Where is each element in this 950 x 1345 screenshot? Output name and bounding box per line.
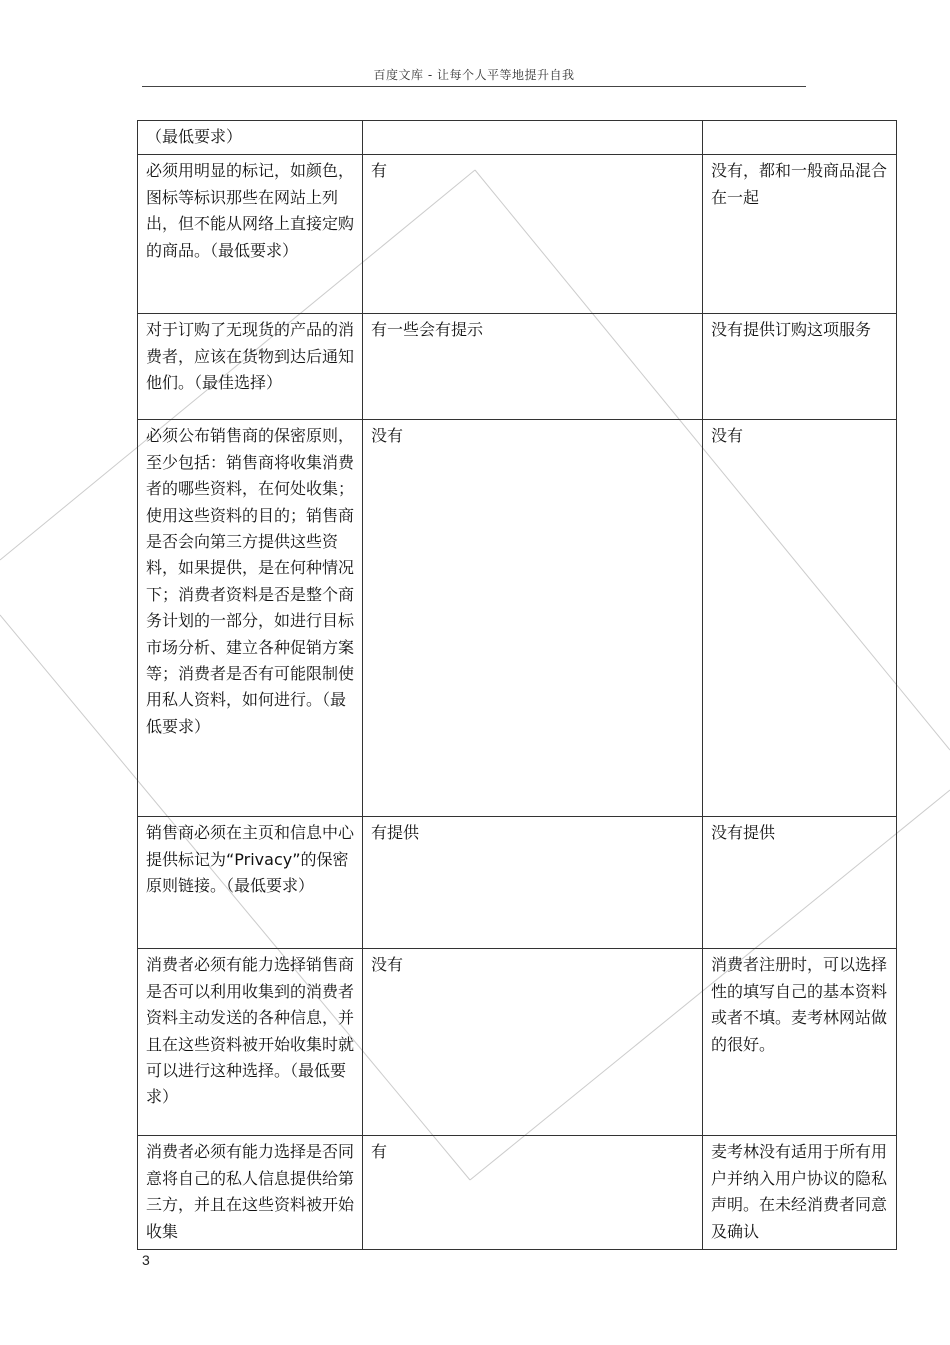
site-b-cell: 没有提供订购这项服务: [703, 314, 897, 420]
table-row: [138, 314, 897, 420]
table-row: [138, 121, 897, 155]
requirement-cell: 消费者必须有能力选择销售商是否可以利用收集到的消费者资料主动发送的各种信息，并且在这些资料被开始收集时就可以进行这种选择。（最低要求）: [138, 949, 363, 1136]
requirement-cell: 必须公布销售商的保密原则，至少包括：销售商将收集消费者的哪些资料，在何处收集；使用这些资料的目的；销售商是否会向第三方提供这些资料，如果提供，是在何种情况下；消费者资料是否是整个商务计划的一部分，如进行目标市场分析、建立各种促销方案等；消费者是否有可能限制使用私人资料，如何进行。（最低要求）: [138, 420, 363, 817]
site-a-cell: 有: [363, 1136, 703, 1250]
site-a-cell: 有一些会有提示: [363, 314, 703, 420]
comparison-table: [137, 120, 897, 1250]
table-row: [138, 949, 897, 1136]
site-b-cell: [703, 121, 897, 155]
requirement-cell: 销售商必须在主页和信息中心提供标记为“Privacy”的保密原则链接。（最低要求）: [138, 817, 363, 949]
table-row: [138, 1136, 897, 1250]
requirement-cell: （最低要求）: [138, 121, 363, 155]
page-number: 3: [142, 1252, 150, 1268]
site-b-cell: 没有: [703, 420, 897, 817]
requirement-cell: 必须用明显的标记，如颜色，图标等标识那些在网站上列出，但不能从网络上直接定购的商品。（最低要求）: [138, 155, 363, 314]
site-b-cell: 没有，都和一般商品混合在一起: [703, 155, 897, 314]
site-b-cell: 麦考林没有适用于所有用户并纳入用户协议的隐私声明。在未经消费者同意及确认: [703, 1136, 897, 1250]
site-a-cell: 有提供: [363, 817, 703, 949]
page-header: 百度文库 - 让每个人平等地提升自我: [373, 68, 575, 82]
table-row: [138, 155, 897, 314]
site-b-cell: 没有提供: [703, 817, 897, 949]
table-row: [138, 420, 897, 817]
header-divider: [142, 86, 806, 87]
site-a-cell: 有: [363, 155, 703, 314]
site-a-cell: [363, 121, 703, 155]
requirement-cell: 消费者必须有能力选择是否同意将自己的私人信息提供给第三方，并且在这些资料被开始收集: [138, 1136, 363, 1250]
table-row: [138, 817, 897, 949]
site-b-cell: 消费者注册时，可以选择性的填写自己的基本资料或者不填。麦考林网站做的很好。: [703, 949, 897, 1136]
site-a-cell: 没有: [363, 420, 703, 817]
requirement-cell: 对于订购了无现货的产品的消费者，应该在货物到达后通知他们。（最佳选择）: [138, 314, 363, 420]
site-a-cell: 没有: [363, 949, 703, 1136]
